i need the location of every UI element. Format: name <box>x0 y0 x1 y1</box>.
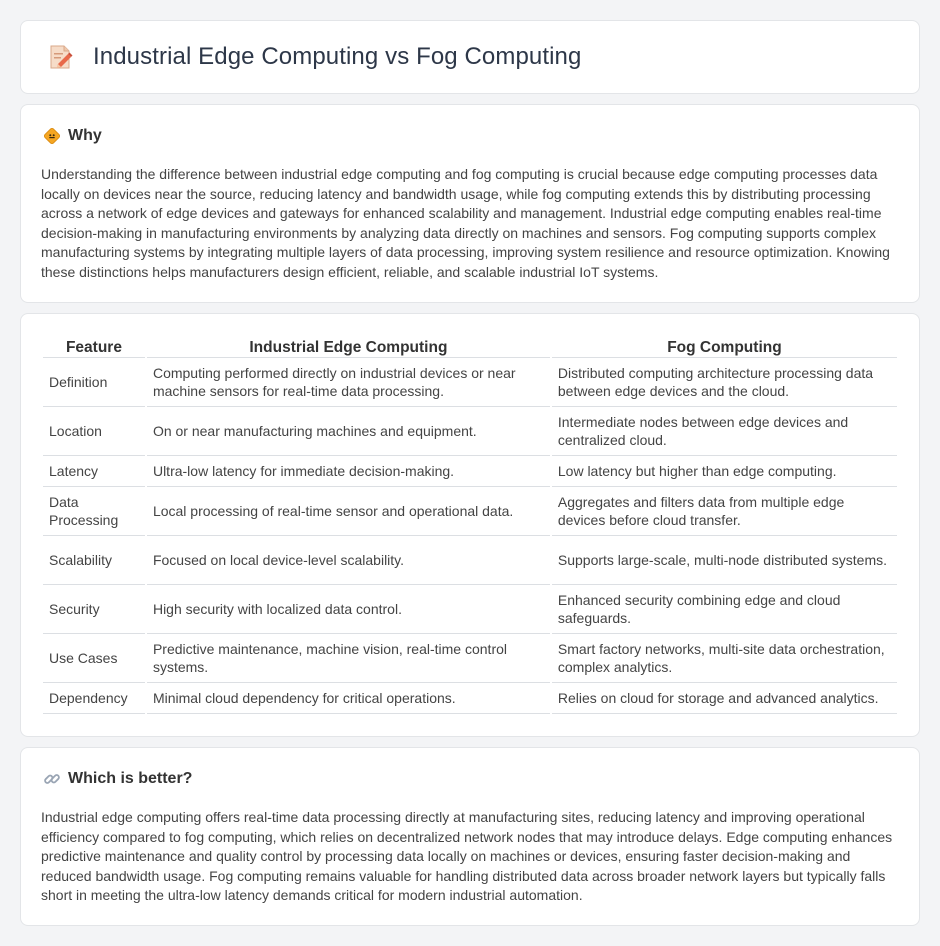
cell-feature: Dependency <box>43 683 145 714</box>
link-icon <box>43 770 61 788</box>
diamond-sign-icon <box>43 127 61 145</box>
table-row <box>43 358 897 407</box>
table-row <box>43 634 897 683</box>
page-title: Industrial Edge Computing vs Fog Computing <box>93 43 582 70</box>
header-feature: Feature <box>43 334 145 358</box>
comparison-section <box>20 313 920 737</box>
cell-feature: Security <box>43 585 145 634</box>
table-row <box>43 683 897 714</box>
better-paragraph: Industrial edge computing offers real-time data processing directly at manufacturing sites, reducing latency and improving operational efficiency compared to fog computing, which relies on decentralized network nodes that may introduce delays. Edge computing enhances predictive maintenance and quality control by processing data locally on machines or devices, ensuring faster decision-making and reduced bandwidth usage. Fog computing remains valuable for handling distributed data across broader network layers but typically falls short in meeting the ultra-low latency demands critical for modern industrial automation. <box>41 809 893 903</box>
cell-feature: Location <box>43 407 145 456</box>
better-heading: Which is better? <box>68 770 193 787</box>
why-heading: Why <box>68 127 102 144</box>
cell-edge: Focused on local device-level scalability. <box>147 536 550 585</box>
table-row <box>43 585 897 634</box>
cell-feature: Data Processing <box>43 487 145 536</box>
which-is-better-section <box>20 747 920 926</box>
why-section <box>20 104 920 303</box>
cell-fog: Aggregates and filters data from multiple edge devices before cloud transfer. <box>552 487 897 536</box>
cell-fog: Supports large-scale, multi-node distributed systems. <box>552 536 897 585</box>
cell-edge: Local processing of real-time sensor and operational data. <box>147 487 550 536</box>
cell-feature: Definition <box>43 358 145 407</box>
cell-fog: Smart factory networks, multi-site data orchestration, complex analytics. <box>552 634 897 683</box>
header-edge: Industrial Edge Computing <box>147 334 550 358</box>
cell-feature: Latency <box>43 456 145 487</box>
table-row <box>43 536 897 585</box>
cell-edge: Predictive maintenance, machine vision, real-time control systems. <box>147 634 550 683</box>
title-card <box>20 20 920 94</box>
cell-fog: Distributed computing architecture processing data between edge devices and the cloud. <box>552 358 897 407</box>
cell-feature: Use Cases <box>43 634 145 683</box>
why-paragraph: Understanding the difference between industrial edge computing and fog computing is crucial because edge computing processes data locally on devices near the source, reducing latency and bandwidth usage, while fog computing extends this by distributing processing across a network of edge devices and gateways for enhanced scalability and management. Industrial edge computing enables real-time decision-making in manufacturing environments by analyzing data directly on machines and sensors. Fog computing supports complex manufacturing systems by integrating multiple layers of data processing, improving system resilience and resource optimization. Knowing these distinctions helps manufacturers design efficient, reliable, and scalable industrial IoT systems. <box>41 166 890 280</box>
cell-edge: Computing performed directly on industrial devices or near machine sensors for real-time data processing. <box>147 358 550 407</box>
table-row <box>43 487 897 536</box>
table-row <box>43 456 897 487</box>
table-header-row <box>43 334 897 358</box>
cell-fog: Low latency but higher than edge computing. <box>552 456 897 487</box>
table-row <box>43 407 897 456</box>
cell-edge: High security with localized data control. <box>147 585 550 634</box>
cell-feature: Scalability <box>43 536 145 585</box>
cell-edge: On or near manufacturing machines and equipment. <box>147 407 550 456</box>
cell-edge: Ultra-low latency for immediate decision-making. <box>147 456 550 487</box>
comparison-table <box>41 334 899 714</box>
cell-fog: Intermediate nodes between edge devices and centralized cloud. <box>552 407 897 456</box>
header-fog: Fog Computing <box>552 334 897 358</box>
document-pencil-icon <box>45 42 75 72</box>
cell-fog: Enhanced security combining edge and cloud safeguards. <box>552 585 897 634</box>
cell-edge: Minimal cloud dependency for critical operations. <box>147 683 550 714</box>
cell-fog: Relies on cloud for storage and advanced analytics. <box>552 683 897 714</box>
